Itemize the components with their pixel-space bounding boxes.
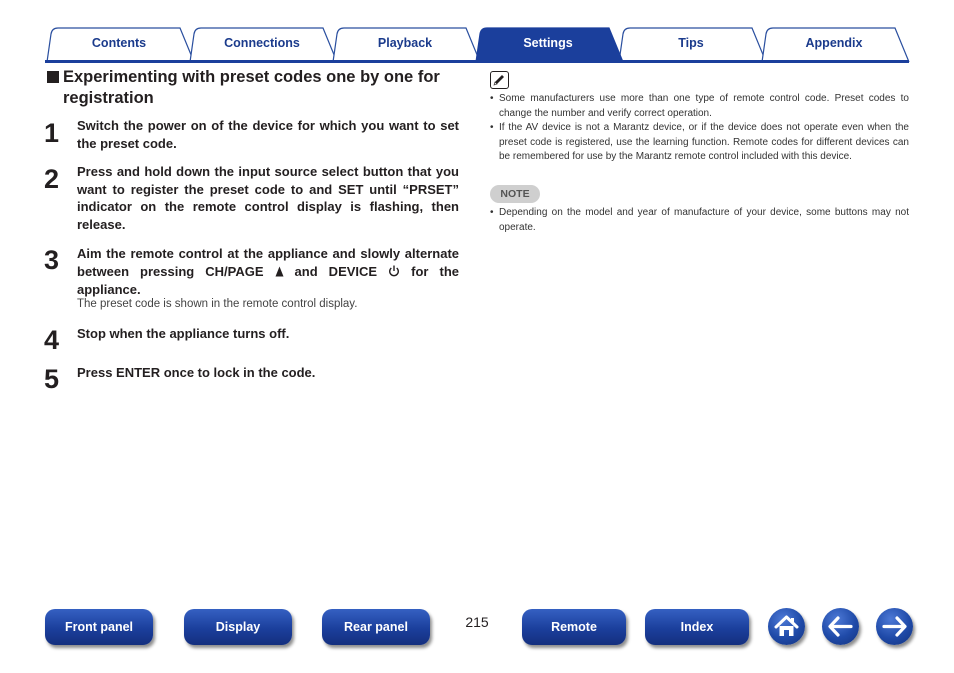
display-button[interactable]: Display bbox=[184, 609, 292, 645]
memo-list bbox=[490, 92, 909, 165]
home-button[interactable] bbox=[768, 608, 805, 645]
tab-playback[interactable]: Playback bbox=[377, 36, 433, 50]
front-panel-button[interactable]: Front panel bbox=[45, 609, 153, 645]
tab-bar bbox=[0, 0, 954, 64]
index-button[interactable]: Index bbox=[645, 609, 749, 645]
tab-baseline bbox=[45, 60, 909, 63]
step-number: 5 bbox=[44, 364, 60, 394]
tab-appendix[interactable]: Appendix bbox=[805, 36, 863, 50]
up-triangle-icon bbox=[275, 264, 284, 282]
tab-shapes bbox=[0, 0, 954, 64]
section-title-text: Experimenting with preset codes one by one for registration bbox=[63, 68, 440, 107]
pencil-icon bbox=[490, 71, 509, 89]
step-text: Stop when the appliance turns off. bbox=[77, 326, 290, 341]
back-arrow-icon bbox=[822, 608, 859, 645]
rear-panel-button[interactable]: Rear panel bbox=[322, 609, 430, 645]
tab-settings[interactable]: Settings bbox=[523, 36, 573, 50]
memo-item: • If the AV device is not a Marantz device, or if the device does not operate even when the preset code is registered, use the learning function. Remote codes for different devices can be remembered for use by the Marantz remote control included with this device. bbox=[490, 121, 909, 165]
home-icon bbox=[768, 608, 805, 645]
note-list bbox=[490, 206, 909, 235]
step-number: 2 bbox=[44, 164, 60, 194]
power-icon bbox=[388, 264, 400, 282]
forward-arrow-icon bbox=[876, 608, 913, 645]
note-item: • Depending on the model and year of manufacture of your device, some buttons may not operate. bbox=[490, 206, 909, 235]
back-button[interactable] bbox=[822, 608, 859, 645]
tab-tips[interactable]: Tips bbox=[678, 36, 704, 50]
step-number: 3 bbox=[44, 245, 60, 275]
step-subtext: The preset code is shown in the remote control display. bbox=[77, 298, 358, 310]
remote-button[interactable]: Remote bbox=[522, 609, 626, 645]
step-text: Switch the power on of the device for which you want to set the preset code. bbox=[77, 118, 459, 151]
forward-button[interactable] bbox=[876, 608, 913, 645]
step-number: 4 bbox=[44, 325, 60, 355]
page-number: 215 bbox=[465, 614, 489, 630]
step-text-part: for the appliance. bbox=[77, 263, 459, 298]
tab-connections[interactable]: Connections bbox=[224, 36, 300, 50]
step-text: Press and hold down the input source select button that you want to register the preset code to and SET until “PRSET” indicator on the remote control display is flashing, then release. bbox=[77, 164, 459, 232]
step-text: Press ENTER once to lock in the code. bbox=[77, 365, 316, 380]
step-text-part: and DEVICE bbox=[283, 263, 389, 279]
tab-contents[interactable]: Contents bbox=[91, 36, 147, 50]
step-text bbox=[77, 245, 459, 299]
step-text-part: Aim the remote control at the appliance and slowly alternate between pressing CH/PAGE bbox=[77, 246, 459, 279]
memo-item: • Some manufacturers use more than one type of remote control code. Preset codes to change the number and verify correct operation. bbox=[490, 92, 909, 121]
square-bullet-icon bbox=[47, 71, 59, 83]
step-number: 1 bbox=[44, 118, 60, 148]
note-badge: NOTE bbox=[490, 185, 540, 203]
section-title bbox=[47, 67, 467, 109]
